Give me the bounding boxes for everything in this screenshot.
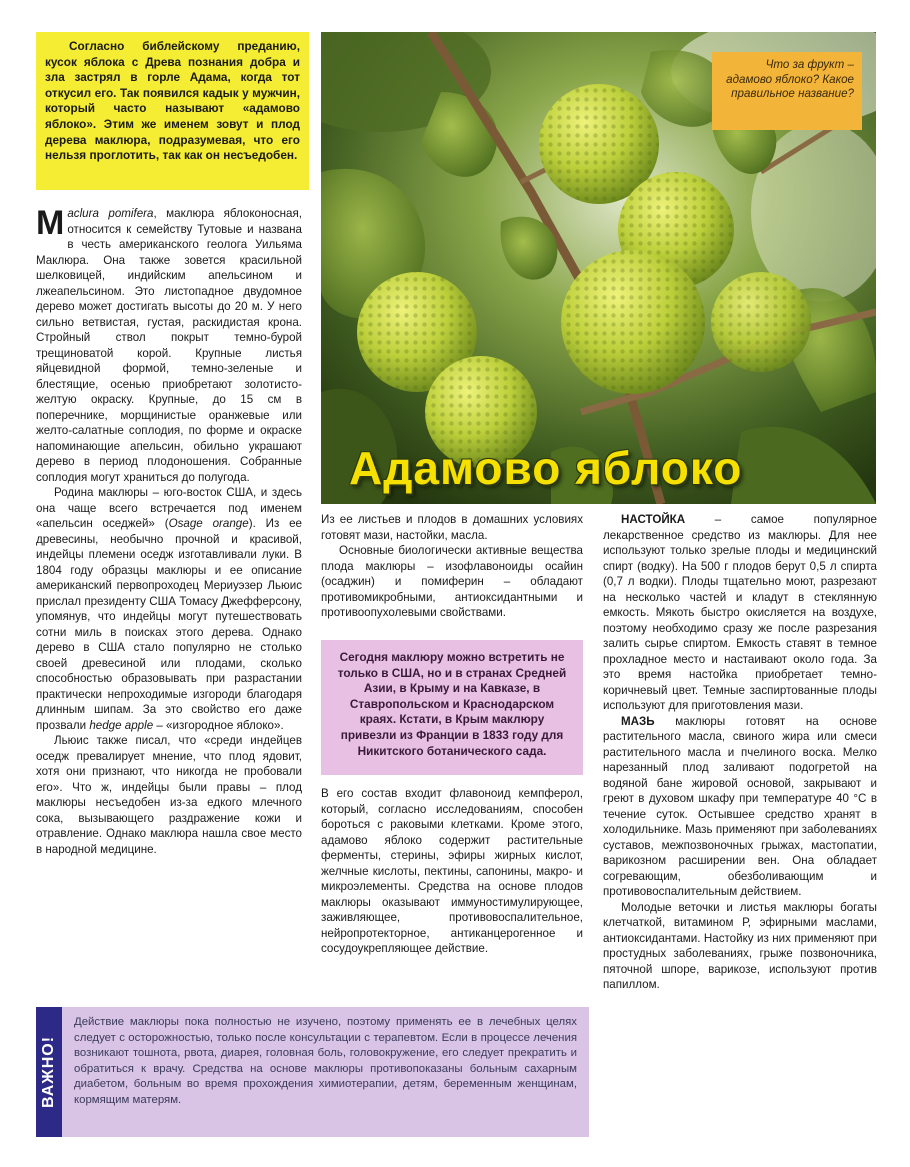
col1-p1-text: , маклюра яблоконосная, относится к семейству Тутовые и названа в честь американского геолога Уильяма Маклюра. Она также зовется красильной шелковицей, индийским апельсином и лжеапельсином. Это листопадное двудомное дерево может достигать высоты до 20 м. У него сильно ветвистая, густая, раскидистая крона. Стройный ствол покрыт темно-бурой трещиноватой корой. Крупные листья яйцевидной формой, темно-зеленые и блестящие, осенью приобретают золотисто-желтую окраску. Крупные, до 15 см в поперечнике, морщинистые оранжевые или желто-салатные соплодия, по форме и окраске напоминающие апельсин, обильно украшают дерево в период плодоношения. Собранные соплодия могут храниться до полугода.: [36, 207, 303, 484]
callout-box: [321, 640, 583, 775]
drop-cap: M: [36, 204, 65, 242]
article-headline: Адамово яблоко: [349, 442, 743, 494]
callout-text: Сегодня маклюру можно встретить не только в США, но и в странах Средней Азии, в Крыму и на Кавказе, в Ставропольском и Краснодарском краях. Кстати, в Крым маклюру привезли из Франции в 1833 году для Никитского ботанического сада.: [337, 650, 567, 758]
intro-text: Согласно библейскому преданию, кусок яблока с Древа познания добра и зла застрял в горле Адама, когда тот откусил его. Так появился кадык у мужчин, который часто называют «адамово яблоко». Этим же именем зовут и плод дерева маклюра, подразумевая, что его нельзя проглотить, так как он несъедобен.: [45, 39, 300, 163]
col1-paragraph-2: [36, 485, 302, 733]
fruit-photo: [321, 32, 876, 504]
important-text: Действие маклюры пока полностью не изучено, поэтому применять ее в лечебных целях следует с осторожностью, только после консультации с терапевтом. Если в процессе лечения возникают тошнота, рвота, диарея, головная боль, головокружение, его следует прекратить и обратиться к врачу. Средства на основе маклюры противопоказаны больным сахарным диабетом, больным во время прохождения химиотерапии, детям, беременным женщинам, кормящим матерям.: [74, 1016, 577, 1106]
important-tab: [36, 1007, 62, 1137]
important-label: ВАЖНО!: [40, 1035, 57, 1109]
tincture-paragraph: [603, 512, 877, 714]
latin-name: aclura pomifera: [67, 207, 154, 220]
ointment-text: маклюры готовят на основе растительного масла, свиного жира или смеси растительного масла и пчелиного воска. Мелко нарезанный плод заливают подогретой на водяной бане жировой основой, закрывают и греют в духовом шкафу при температуре 40 °С в течение суток. Остывшее средство хранят в холодильнике. Мазь применяют при заболеваниях суставов, межпозвоночных грыжах, мастопатии, варикозном расширении вен. Она обладает согревающим, обезболивающим и противовоспалительным действием.: [603, 714, 877, 898]
ointment-paragraph: [603, 714, 877, 900]
col3-last-paragraph: Молодые веточки и листья маклюры богаты клетчаткой, витамином Р, эфирными маслами, антиоксидантами. Настойку из них применяют при простудных заболеваниях, грыже позвоночника, пяточной шпоре, варикозе, используют против папиллом.: [603, 900, 877, 991]
tincture-title: НАСТОЙКА: [621, 513, 686, 526]
col1-p2-a: Родина маклюры – юго-восток США, и здесь она чаще всего встречается под именем «апельсин оседжей» (: [36, 486, 302, 530]
column-2: [321, 512, 583, 621]
col1-p2-b: ). Из ее древесины, необычно прочной и красивой, индейцы племени оседж изготавливали луки. В 1804 году образцы маклюры и ее описание американский первопроходец Мериуэзер Льюис прислал президенту США Томасу Джефферсону, упомянув, что индейцы могут путешествовать сотни миль в поисках этого дерева. Однако дерево в США стало популярно не столько своей древесиной или плодами, сколько способностью образовывать при разрастании практически непроходимые изгороди благодаря длинным шипам. За это свойство его даже прозвали: [36, 517, 303, 732]
ointment-title: МАЗЬ: [621, 714, 655, 728]
col2-paragraph-1: Из ее листьев и плодов в домашних условиях готовят мази, настойки, масла.: [321, 513, 583, 542]
col2-paragraph-2: Основные биологически активные вещества плода маклюры – изофлавоноиды осайин (осаджин) и помиферин – обладают противомикробными, антиоксидантными и противоопухолевыми свойствами.: [321, 544, 583, 619]
hedge-apple-term: hedge apple: [89, 718, 154, 732]
intro-box: [36, 32, 309, 190]
col1-paragraph-1: [36, 206, 302, 485]
col1-p2-c: – «изгородное яблоко».: [153, 718, 284, 732]
tincture-text: – самое популярное лекарственное средство из маклюры. Для нее используют только зрелые плоды и медицинский спирт (водку). На 500 г плодов берут 0,5 л спирта (0,7 л водки). Плоды тщательно моют, разрезают на несколько частей и кладут в стеклянную емкость. Мякоть быстро окисляется на воздухе, поэтому необходимо сразу же после разрезания залить сырье спиртом. Емкость ставят в темное прохладное место и настаивают около года. За это время настойка приобретает темно-коричневый цвет. Темные заспиртованные плоды используют для приготовления мази.: [603, 513, 877, 712]
important-box: [36, 1007, 589, 1137]
col2-paragraph-3: В его состав входит флавоноид кемпферол, который, согласно исследованиям, способен бороться с раковыми клетками. Кроме этого, адамово яблоко содержит растительные ферменты, стерины, эфиры жирных кислот, желчные кислоты, пектины, сапонины, макро- и микроэлементы. Средства на основе плодов маклюры оказывают иммуностимулирующее, заживляющее, противовоспалительное, нейропротекторное, антиканцерогенное и сосудоукрепляющее действие.: [321, 787, 583, 955]
column-3: [603, 512, 877, 993]
question-text: Что за фрукт – адамово яблоко? Какое правильное название?: [726, 58, 854, 101]
osage-orange-term: Osage orange: [168, 517, 249, 530]
column-1: [36, 206, 302, 857]
column-2-lower: [321, 786, 583, 957]
col1-paragraph-3: Льюис также писал, что «среди индейцев оседж превалирует мнение, что плод ядовит, хотя они признают, что никогда не пробовали его». Что ж, индейцы были правы – плод маклюры несъедобен из-за едкого млечного сока, вызывающего раздражение кожи и отравление. Однако маклюра нашла свое место в народной медицине.: [36, 734, 302, 856]
question-box: [712, 52, 862, 130]
